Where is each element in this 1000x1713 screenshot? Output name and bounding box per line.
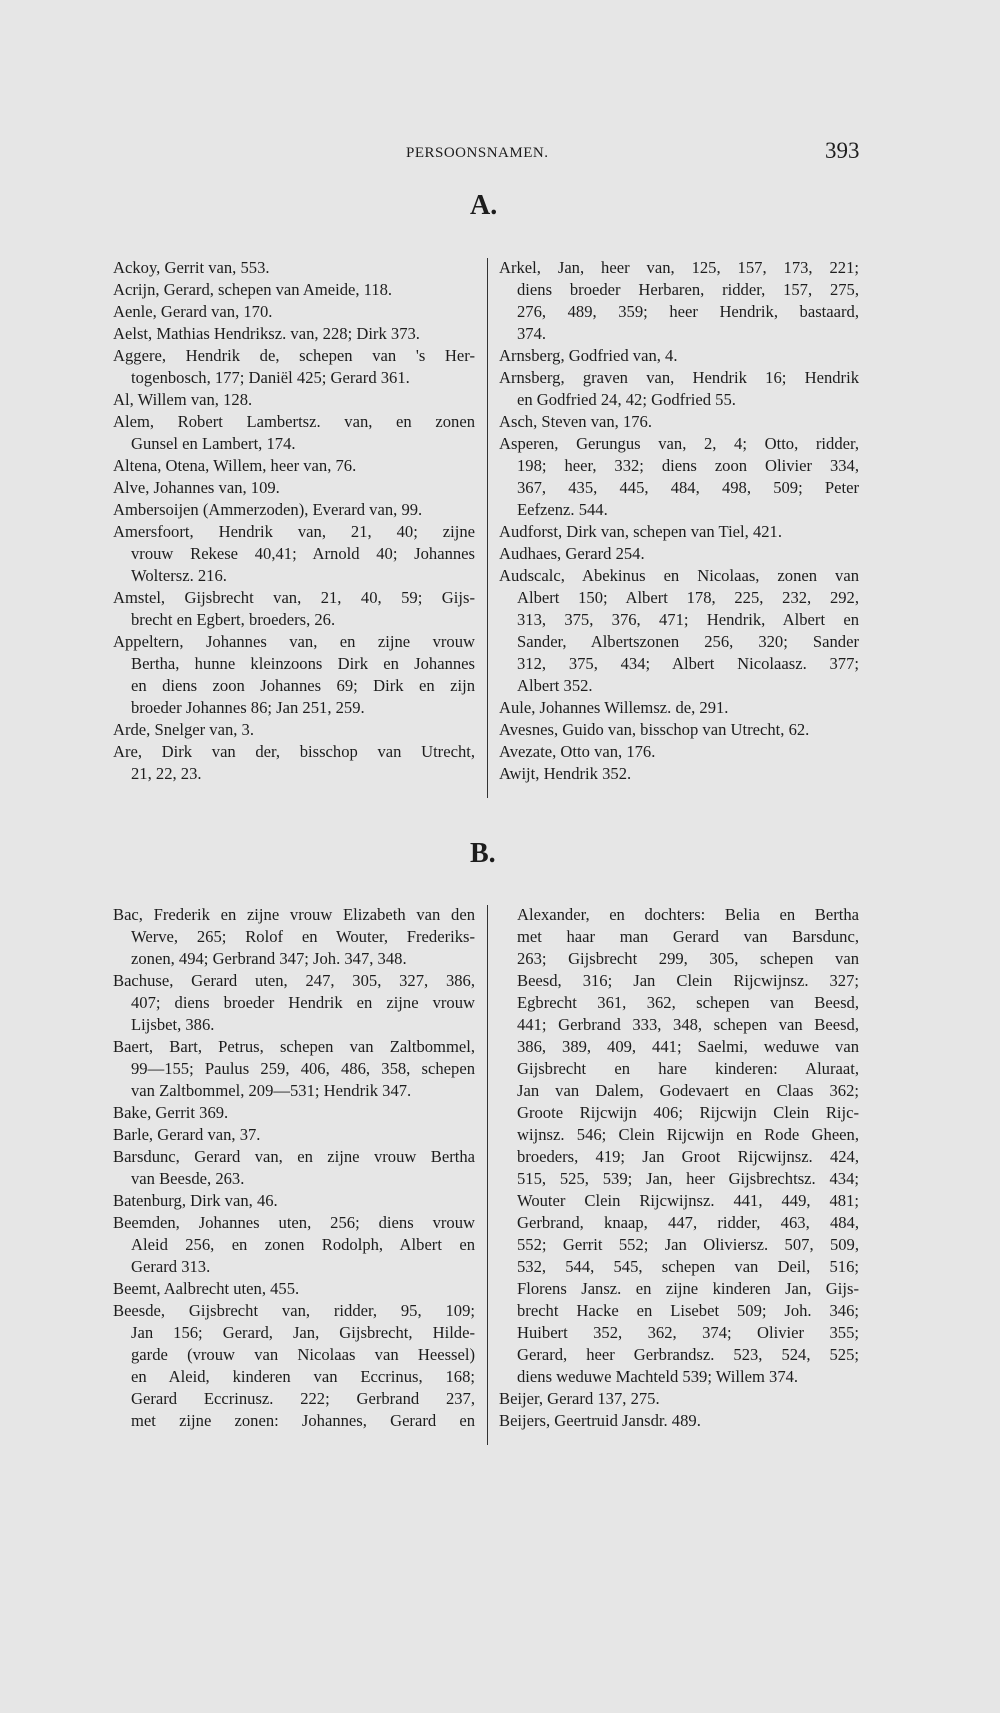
index-line: 276, 489, 359; heer Hendrik, bastaard,	[517, 302, 859, 321]
index-line: Wouter Clein Rijcwijnsz. 441, 449, 481;	[517, 1191, 859, 1210]
index-line: Groote Rijcwijn 406; Rijcwijn Clein Rijc-	[517, 1103, 859, 1122]
index-line: van Zaltbommel, 209—531; Hendrik 347.	[131, 1081, 412, 1100]
index-line: 552; Gerrit 552; Jan Oliviersz. 507, 509,	[517, 1235, 859, 1254]
running-head: PERSOONSNAMEN.	[406, 145, 549, 161]
index-line: wijnsz. 546; Clein Rijcwijn en Rode Gheen,	[517, 1125, 859, 1144]
index-line: Avesnes, Guido van, bisschop van Utrecht, 62.	[499, 720, 810, 739]
index-line: Are, Dirk van der, bisschop van Utrecht,	[113, 742, 475, 761]
index-line: Bachuse, Gerard uten, 247, 305, 327, 386,	[113, 971, 475, 990]
index-line: Al, Willem van, 128.	[113, 390, 253, 409]
index-line: Amersfoort, Hendrik van, 21, 40; zijne	[113, 522, 475, 541]
index-line: Eefzenz. 544.	[517, 500, 608, 519]
index-line: brecht Hacke en Lisebet 509; Joh. 346;	[517, 1301, 859, 1320]
index-line: Aelst, Mathias Hendriksz. van, 228; Dirk 373.	[113, 324, 420, 343]
index-line: Bac, Frederik en zijne vrouw Elizabeth van den	[113, 905, 475, 924]
index-line: Asperen, Gerungus van, 2, 4; Otto, ridder,	[499, 434, 859, 453]
index-line: met zijne zonen: Johannes, Gerard en	[131, 1411, 475, 1430]
index-line: 99—155; Paulus 259, 406, 486, 358, schepen	[131, 1059, 475, 1078]
index-line: Aleid 256, en zonen Rodolph, Albert en	[131, 1235, 475, 1254]
index-line: Barsdunc, Gerard van, en zijne vrouw Bertha	[113, 1147, 475, 1166]
index-line: Beemt, Aalbrecht uten, 455.	[113, 1279, 300, 1298]
index-line: Gerbrand, knaap, 447, ridder, 463, 484,	[517, 1213, 859, 1232]
index-line: Gerard, heer Gerbrandsz. 523, 524, 525;	[517, 1345, 859, 1364]
index-line: Appeltern, Johannes van, en zijne vrouw	[113, 632, 475, 651]
index-line: Beesd, 316; Jan Clein Rijcwijnsz. 327;	[517, 971, 859, 990]
index-line: Altena, Otena, Willem, heer van, 76.	[113, 456, 357, 475]
section-a-right-column	[499, 257, 859, 785]
section-heading-a: A.	[470, 190, 498, 221]
index-line: 374.	[517, 324, 547, 343]
index-line: 367, 435, 445, 484, 498, 509; Peter	[517, 478, 859, 497]
index-line: Amstel, Gijsbrecht van, 21, 40, 59; Gijs-	[113, 588, 475, 607]
index-line: 198; heer, 332; diens zoon Olivier 334,	[517, 456, 859, 475]
index-line: Arnsberg, graven van, Hendrik 16; Hendrik	[499, 368, 859, 387]
index-line: diens weduwe Machteld 539; Willem 374.	[517, 1367, 799, 1386]
index-line: zonen, 494; Gerbrand 347; Joh. 347, 348.	[131, 949, 407, 968]
index-line: Albert 150; Albert 178, 225, 232, 292,	[517, 588, 859, 607]
index-line: 407; diens broeder Hendrik en zijne vrouw	[131, 993, 475, 1012]
index-line: Beijers, Geertruid Jansdr. 489.	[499, 1411, 701, 1430]
index-line: Alexander, en dochters: Belia en Bertha	[517, 905, 859, 924]
index-line: Awijt, Hendrik 352.	[499, 764, 632, 783]
index-line: met haar man Gerard van Barsdunc,	[517, 927, 859, 946]
index-line: Bake, Gerrit 369.	[113, 1103, 229, 1122]
index-line: Avezate, Otto van, 176.	[499, 742, 656, 761]
column-divider-b	[487, 905, 488, 1445]
index-line: en diens zoon Johannes 69; Dirk en zijn	[131, 676, 475, 695]
index-line: Woltersz. 216.	[131, 566, 227, 585]
index-line: Gunsel en Lambert, 174.	[131, 434, 296, 453]
index-line: 386, 389, 409, 441; Saelmi, weduwe van	[517, 1037, 859, 1056]
index-line: Audforst, Dirk van, schepen van Tiel, 421.	[499, 522, 782, 541]
index-line: 312, 375, 434; Albert Nicolaasz. 377;	[517, 654, 859, 673]
index-line: 313, 375, 376, 471; Hendrik, Albert en	[517, 610, 859, 629]
index-line: 263; Gijsbrecht 299, 305, schepen van	[517, 949, 859, 968]
index-line: Huibert 352, 362, 374; Olivier 355;	[517, 1323, 859, 1342]
index-line: Gerard 313.	[131, 1257, 211, 1276]
index-line: broeders, 419; Jan Groot Rijcwijnsz. 424,	[517, 1147, 859, 1166]
index-line: diens broeder Herbaren, ridder, 157, 275,	[517, 280, 859, 299]
index-line: Lijsbet, 386.	[131, 1015, 215, 1034]
index-line: Alve, Johannes van, 109.	[113, 478, 280, 497]
column-divider-a	[487, 258, 488, 798]
index-line: Gijsbrecht en hare kinderen: Aluraat,	[517, 1059, 859, 1078]
index-line: Werve, 265; Rolof en Wouter, Frederiks-	[131, 927, 475, 946]
page-number: 393	[825, 138, 860, 163]
section-b-left-column	[113, 904, 475, 1432]
index-line: Arde, Snelger van, 3.	[113, 720, 255, 739]
index-line: 21, 22, 23.	[131, 764, 202, 783]
index-line: Beemden, Johannes uten, 256; diens vrouw	[113, 1213, 475, 1232]
index-line: vrouw Rekese 40,41; Arnold 40; Johannes	[131, 544, 475, 563]
index-line: 532, 544, 545, schepen van Deil, 516;	[517, 1257, 859, 1276]
index-line: Albert 352.	[517, 676, 593, 695]
index-line: garde (vrouw van Nicolaas van Heessel)	[131, 1345, 475, 1364]
index-line: Jan 156; Gerard, Jan, Gijsbrecht, Hilde-	[131, 1323, 475, 1342]
index-line: Alem, Robert Lambertsz. van, en zonen	[113, 412, 475, 431]
section-heading-b: B.	[470, 838, 496, 869]
index-line: Asch, Steven van, 176.	[499, 412, 653, 431]
index-line: Sander, Albertszonen 256, 320; Sander	[517, 632, 859, 651]
index-line: broeder Johannes 86; Jan 251, 259.	[131, 698, 365, 717]
index-line: Egbrecht 361, 362, schepen van Beesd,	[517, 993, 859, 1012]
index-line: van Beesde, 263.	[131, 1169, 245, 1188]
index-line: Jan van Dalem, Godevaert en Claas 362;	[517, 1081, 859, 1100]
section-a-left-column	[113, 257, 475, 785]
index-line: Audscalc, Abekinus en Nicolaas, zonen van	[499, 566, 859, 585]
index-line: Aggere, Hendrik de, schepen van 's Her-	[113, 346, 475, 365]
index-line: Bertha, hunne kleinzoons Dirk en Johannes	[131, 654, 475, 673]
index-line: Arkel, Jan, heer van, 125, 157, 173, 221;	[499, 258, 859, 277]
index-line: Ackoy, Gerrit van, 553.	[113, 258, 270, 277]
index-line: Barle, Gerard van, 37.	[113, 1125, 261, 1144]
index-line: Audhaes, Gerard 254.	[499, 544, 645, 563]
index-line: togenbosch, 177; Daniël 425; Gerard 361.	[131, 368, 410, 387]
index-line: 441; Gerbrand 333, 348, schepen van Beesd,	[517, 1015, 859, 1034]
index-line: Gerard Eccrinusz. 222; Gerbrand 237,	[131, 1389, 475, 1408]
index-line: Baert, Bart, Petrus, schepen van Zaltbommel,	[113, 1037, 475, 1056]
index-line: Beijer, Gerard 137, 275.	[499, 1389, 660, 1408]
index-line: Beesde, Gijsbrecht van, ridder, 95, 109;	[113, 1301, 475, 1320]
index-line: Acrijn, Gerard, schepen van Ameide, 118.	[113, 280, 393, 299]
index-line: Aenle, Gerard van, 170.	[113, 302, 273, 321]
index-line: Ambersoijen (Ammerzoden), Everard van, 99.	[113, 500, 423, 519]
index-line: Arnsberg, Godfried van, 4.	[499, 346, 678, 365]
index-line: 515, 525, 539; Jan, heer Gijsbrechtsz. 434;	[517, 1169, 859, 1188]
index-line: Batenburg, Dirk van, 46.	[113, 1191, 278, 1210]
index-line: Florens Jansz. en zijne kinderen Jan, Gijs-	[517, 1279, 859, 1298]
index-line: en Godfried 24, 42; Godfried 55.	[517, 390, 736, 409]
section-b-right-column	[499, 904, 859, 1432]
index-line: en Aleid, kinderen van Eccrinus, 168;	[131, 1367, 475, 1386]
index-line: Aule, Johannes Willemsz. de, 291.	[499, 698, 729, 717]
index-line: brecht en Egbert, broeders, 26.	[131, 610, 336, 629]
